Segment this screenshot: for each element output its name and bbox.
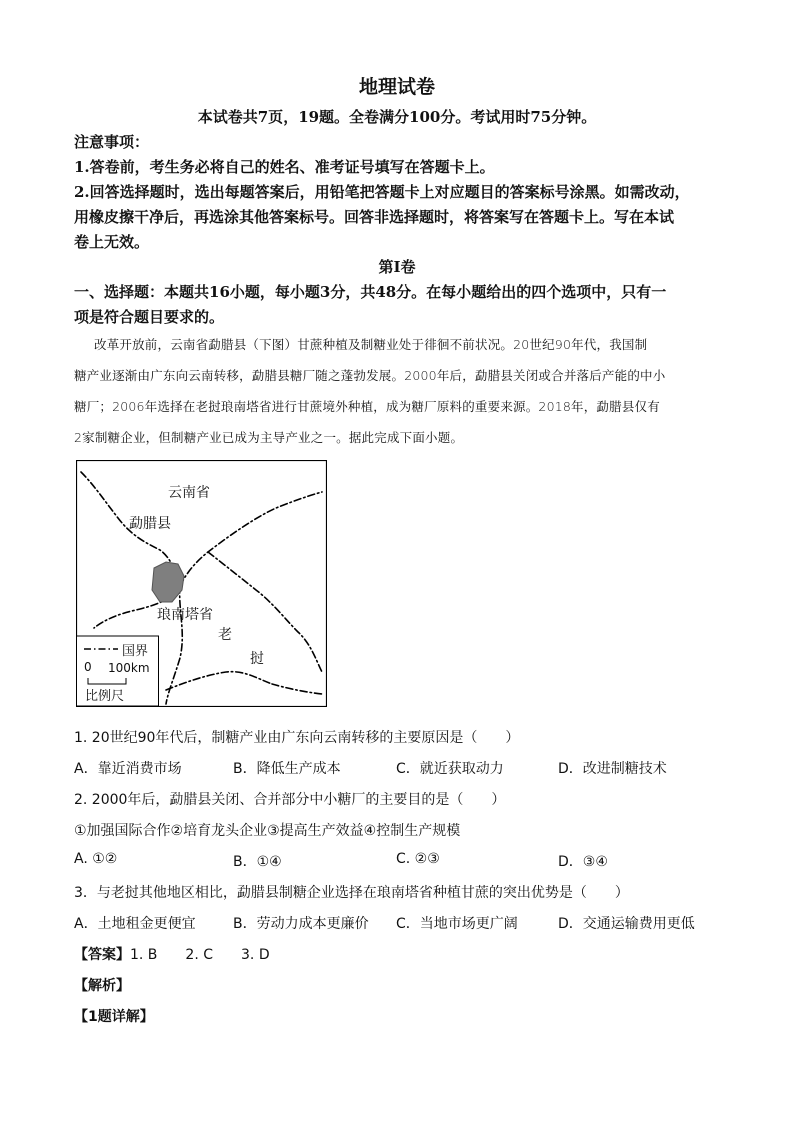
note-item-2-line-2: 用橡皮擦干净后，再选涂其他答案标号。回答非选择题时，将答案写在答题卡上。写在本试 [74,208,675,226]
section-instructions-line-2: 项是符合题目要求的。 [74,308,225,326]
question-3-option-d: D．交通运输费用更低 [558,916,695,932]
label-luangnamtha: 琅南塔省 [157,607,213,623]
scale-distance: 100km [108,661,150,675]
notes-heading: 注意事项： [74,133,150,151]
label-laos-1: 老 [218,627,232,643]
analysis-label: 【解析】 [74,978,130,994]
question-2-items: ①加强国际合作②培育龙头企业③提高生产效益④控制生产规模 [74,823,461,839]
question-3-stem: 3．与老挝其他地区相比，勐腊县制糖企业选择在琅南塔省种植甘蔗的突出优势是（ ） [74,885,629,901]
note-item-1: 1.答卷前，考生务必将自己的姓名、准考证号填写在答题卡上。 [74,158,495,176]
question-3-option-c: C．当地市场更广阔 [396,916,518,932]
volume-title: 第Ⅰ卷 [378,258,416,276]
question-1-option-d: D．改进制糖技术 [558,761,667,777]
scale-label: 比例尺 [85,689,125,704]
note-item-2-line-1: 2.回答选择题时，选出每题答案后，用铅笔把答题卡上对应题目的答案标号涂黑。如需改动， [74,183,690,201]
page-title: 地理试卷 [358,76,435,98]
answer-row [74,944,270,964]
question-2-option-b: B．①④ [233,854,282,870]
label-laos-2: 挝 [250,651,264,667]
note-item-2-line-3: 卷上无效。 [74,233,150,251]
question-2-stem: 2. 2000年后，勐腊县关闭、合并部分中小糖厂的主要目的是（ ） [74,792,506,808]
question-1-option-a: A．靠近消费市场 [74,761,182,777]
question-1-option-c: C．就近获取动力 [396,761,504,777]
label-mengla: 勐腊县 [129,516,171,532]
exam-info: 本试卷共7页，19题。全卷满分100分。考试用时75分钟。 [197,108,597,126]
passage-line-1: 改革开放前，云南省勐腊县（下图）甘蔗种植及制糖业处于徘徊不前状况。20世纪90年代，我国制 [94,337,648,352]
section-instructions-line-1: 一、选择题：本题共16小题，每小题3分，共48分。在每小题给出的四个选项中，只有一 [74,283,667,301]
label-yunnan: 云南省 [168,485,210,501]
question-1-option-b: B．降低生产成本 [233,761,341,777]
question-1-stem: 1. 20世纪90年代后，制糖产业由广东向云南转移的主要原因是（ ） [74,730,520,746]
legend-border-label: 国界 [122,644,149,659]
question-3-option-a: A．土地租金更便宜 [74,916,196,932]
question-2-option-a: A. ①② [74,851,118,867]
answer-1: 1. B [130,947,158,963]
passage-line-2: 糖产业逐渐由广东向云南转移，勐腊县糖厂随之蓬勃发展。2000年后，勐腊县关闭或合并落后产能的中小 [74,368,666,383]
answer-3: 3. D [241,947,270,963]
question-2-option-d: D．③④ [558,854,608,870]
question-3-option-b: B．劳动力成本更廉价 [233,916,369,932]
passage-line-4: 2家制糖企业，但制糖产业已成为主导产业之一。据此完成下面小题。 [74,430,464,445]
answer-label: 【答案】 [74,947,130,963]
answer-2: 2. C [185,947,214,963]
question-2-option-c: C. ②③ [396,851,440,867]
passage-line-3: 糖厂；2006年选择在老挝琅南塔省进行甘蔗境外种植，成为糖厂原料的重要来源。2018年，勐腊县仅有 [74,399,660,414]
detail-label: 【1题详解】 [74,1009,154,1025]
scale-zero: 0 [84,660,92,674]
